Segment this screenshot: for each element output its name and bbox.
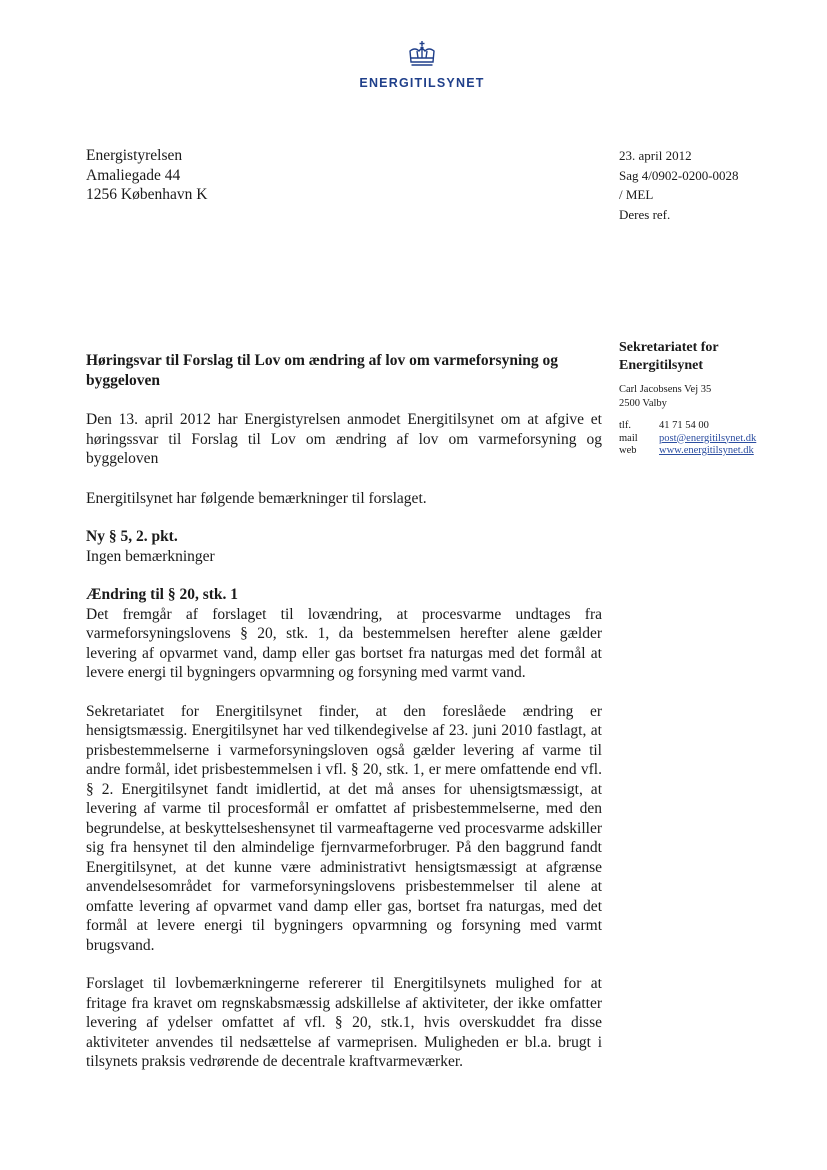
contact-table — [619, 420, 756, 458]
section2-heading: Ændring til § 20, stk. 1 — [86, 586, 239, 603]
sender-address — [619, 383, 809, 410]
letter-body — [86, 351, 602, 1072]
mail-label: mail — [619, 432, 638, 444]
crown-icon — [407, 40, 437, 70]
logo — [352, 40, 492, 90]
recipient-city: 1256 København K — [86, 186, 208, 203]
recipient-address — [86, 146, 207, 205]
intro-paragraph: Den 13. april 2012 har Energistyrelsen anmodet Energitilsynet om at afgive et høringssvar til Forslag til Lov om ændring af lov om varmeforsyning og byggeloven — [86, 411, 602, 467]
section2-paragraph3: Forslaget til lovbemærkningerne refererer til Energitilsynets mulighed for at fritage fra kravet om regnskabsmæssig adskillelse af aktiviteter, der ikke omfatter levering af ydelser omfattet af vfl. § 20, stk.1, hvis overskuddet fra disse aktiviteter anvendes til nedsættelse af varmeprisen. Muligheden er bl.a. brugt i tilsynets praksis vedrørende de decentrale kraftvarmeværker. — [86, 975, 602, 1070]
sender-street: Carl Jacobsens Vej 35 — [619, 384, 712, 395]
web-link[interactable]: www.energitilsynet.dk — [659, 445, 754, 456]
web-label: web — [619, 445, 637, 456]
sender-title — [619, 339, 809, 374]
org-name: ENERGITILSYNET — [359, 76, 485, 90]
their-reference: Deres ref. — [619, 206, 671, 222]
mail-row — [619, 433, 756, 446]
web-row — [619, 445, 756, 458]
remarks-paragraph: Energitilsynet har følgende bemærkninger til forslaget. — [86, 489, 427, 507]
reference-block — [619, 146, 739, 224]
section2-paragraph1: Det fremgår af forslaget til lovændring, at procesvarme undtages fra varmeforsyningslovens § 20, stk. 1, da bestemmelsen herefter alene gælder levering af opvarmet vand, damp eller gas bortset fra naturgas med det formål at levere energi til bygningers opvarmning og forsyning med varmt vand. — [86, 605, 602, 681]
sender-title-line1: Sekretariatet for — [619, 340, 719, 355]
sender-city: 2500 Valby — [619, 397, 667, 409]
recipient-street: Amaliegade 44 — [86, 166, 181, 184]
letter-date: 23. april 2012 — [619, 148, 692, 163]
phone-number: 41 71 54 00 — [659, 420, 709, 431]
section2-paragraph2: Sekretariatet for Energitilsynet finder, at den foreslåede ændring er hensigtsmæssig. Energitilsynet har ved tilkendegivelse af 23. juni 2010 fastlagt, at prisbestemmelserne i varmeforsyningsloven også gælder levering af varme til andre formål, idet prisbestemmelsen i vfl. § 20, stk. 1, er mere omfattende end vfl. § 2. Energitilsynet fandt imidlertid, at det må anses for uhensigtsmæssigt, at levering af varme til procesformål er omfattet af prisbestemmelserne, med den begrundelse, at beskyttelseshensynet til varmeaftagerne ved procesvarme adskiller sig fra hensynet til den almindelige fjernvarmeforbruger. På den baggrund fandt Energitilsynet, at det kunne være administrativt hensigtsmæssigt at afgrænse anvendelsesområdet for varmeforsyningslovens prisbestemmelser til alene at omfatte levering af opvarmet vand damp eller gas, bortset fra naturgas, med det formål at levere energi til bygningers opvarmning og forsyning med varmt brugsvand. — [86, 702, 602, 954]
letter-title: Høringsvar til Forslag til Lov om ændring af lov om varmeforsyning og byggeloven — [86, 352, 559, 389]
initials: / MEL — [619, 187, 654, 202]
case-number: Sag 4/0902-0200-0028 — [619, 167, 739, 183]
phone-label: tlf. — [619, 420, 631, 431]
section1-heading: Ny § 5, 2. pkt. — [86, 528, 178, 545]
section1-text: Ingen bemærkninger — [86, 547, 215, 565]
recipient-name: Energistyrelsen — [86, 147, 183, 164]
phone-row — [619, 420, 756, 433]
sender-title-line2: Energitilsynet — [619, 357, 703, 373]
sender-sidebar — [619, 339, 809, 458]
mail-link[interactable]: post@energitilsynet.dk — [659, 432, 757, 444]
